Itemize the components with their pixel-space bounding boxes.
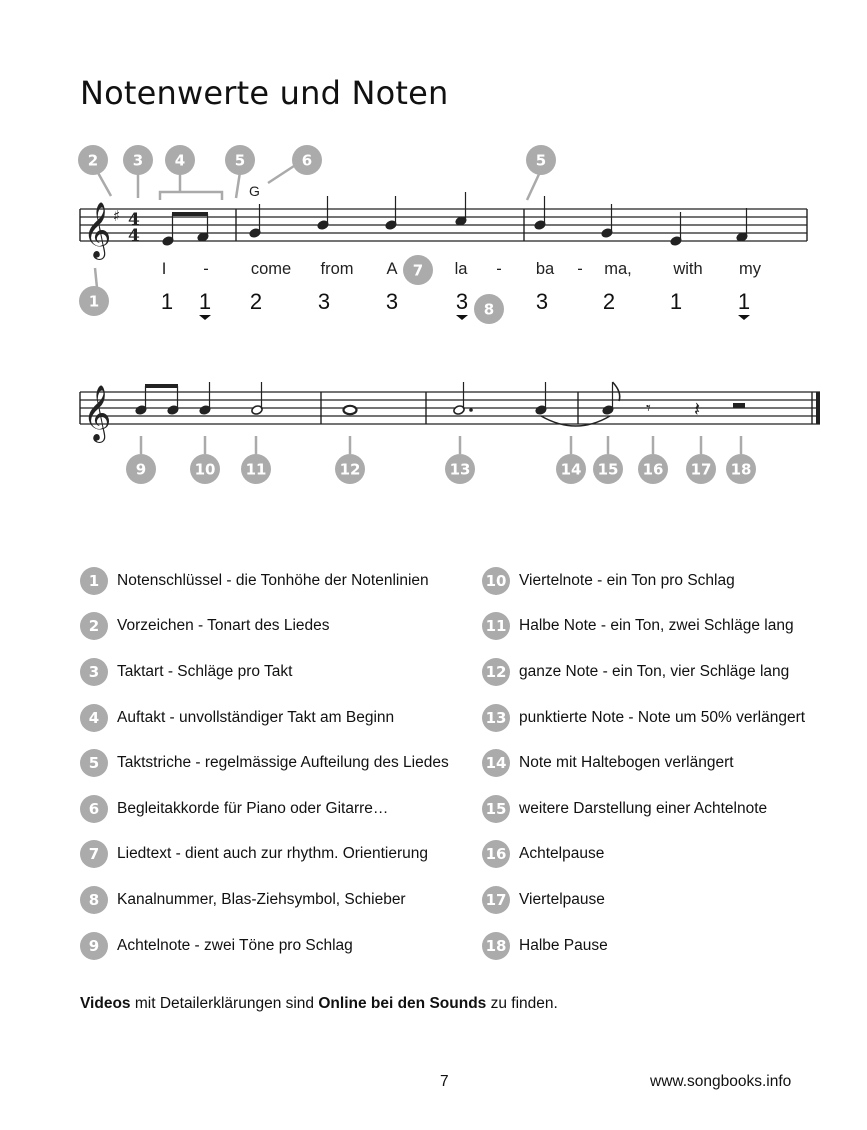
legend-badge: 10: [482, 567, 510, 595]
legend-item: [482, 558, 862, 604]
callout-badge: 7: [412, 261, 424, 280]
page-number: 7: [440, 1073, 449, 1090]
legend-item: [80, 649, 480, 695]
lyric-syllable: from: [320, 260, 354, 278]
legend-badge: 7: [80, 840, 108, 868]
legend-item: [80, 923, 480, 969]
callout-badge: 4: [174, 151, 186, 170]
legend-text: Liedtext - dient auch zur rhythm. Orientierung: [117, 845, 429, 863]
sharp-icon: ♯: [113, 207, 121, 225]
channel-number: 1: [737, 289, 751, 314]
channel-number: 3: [317, 289, 331, 314]
legend-text: Viertelnote - ein Ton pro Schlag: [519, 571, 735, 589]
legend-text: Viertelpause: [519, 890, 605, 908]
legend-text: Vorzeichen - Tonart des Liedes: [117, 617, 330, 635]
legend-right: [482, 558, 862, 968]
legend-text: weitere Darstellung einer Achtelnote: [519, 799, 768, 817]
legend-badge: 11: [482, 612, 510, 640]
callout-badge: 9: [135, 460, 147, 479]
callout-badge: 6: [301, 151, 313, 170]
legend-text: Taktart - Schläge pro Takt: [117, 662, 293, 680]
legend-item: [482, 786, 862, 832]
final-barline: [816, 392, 820, 424]
callout-badge: 10: [194, 460, 216, 479]
channel-number: 2: [249, 289, 263, 314]
legend-badge: 15: [482, 795, 510, 823]
legend-text: Halbe Note - ein Ton, zwei Schläge lang: [519, 617, 794, 635]
lyric-syllable: come: [250, 260, 292, 278]
legend-text: Halbe Pause: [519, 936, 608, 954]
lyric-syllable: A: [386, 260, 398, 278]
music-score: [0, 0, 867, 520]
legend-text: Note mit Haltebogen verlängert: [519, 754, 734, 772]
channel-number: 2: [602, 289, 616, 314]
legend-text: Kanalnummer, Blas-Ziehsymbol, Schieber: [117, 890, 406, 908]
legend-badge: 17: [482, 886, 510, 914]
legend-item: [80, 877, 480, 923]
callout-badge: 11: [245, 460, 267, 479]
legend-badge: 8: [80, 886, 108, 914]
channel-number: 3: [535, 289, 549, 314]
channel-number: 1: [160, 289, 174, 314]
channel-numbers: [161, 289, 750, 314]
lyric-syllable: ba: [535, 260, 555, 278]
lyric-syllable: -: [203, 260, 209, 278]
notes-1: [162, 192, 748, 246]
callout-badge: 13: [449, 460, 471, 479]
callout-badge: 3: [132, 151, 144, 170]
lyrics: [162, 260, 762, 278]
legend-badge: 5: [80, 749, 108, 777]
footer-note: [80, 995, 558, 1013]
channel-number: 3: [385, 289, 399, 314]
callout-badge: 14: [560, 460, 582, 479]
staff-2: [80, 392, 820, 424]
legend-item: [482, 877, 862, 923]
notes-2: [135, 382, 620, 426]
time-signature: 4: [128, 210, 140, 230]
lyric-syllable: -: [577, 260, 583, 278]
lyric-syllable: I: [161, 260, 167, 278]
legend-badge: 6: [80, 795, 108, 823]
callout-badge: 12: [339, 460, 361, 479]
callout-badge: 16: [642, 460, 664, 479]
legend-badge: 2: [80, 612, 108, 640]
page-title: Notenwerte und Noten: [80, 74, 449, 112]
legend-badge: 14: [482, 749, 510, 777]
legend-text: Begleitakkorde für Piano oder Gitarre…: [117, 799, 389, 817]
legend-item: [80, 558, 480, 604]
callout-badge: 15: [597, 460, 619, 479]
treble-clef-icon: 𝄞: [83, 385, 112, 441]
legend-text: Notenschlüssel - die Tonhöhe der Notenlinien: [117, 571, 429, 589]
lyric-syllable: la: [454, 260, 468, 278]
callout-badge: 18: [730, 460, 752, 479]
legend-badge: 13: [482, 704, 510, 732]
channel-number: 1: [669, 289, 683, 314]
callout-badge: 1: [88, 292, 100, 311]
legend-text: Taktstriche - regelmässige Aufteilung des Liedes: [117, 754, 449, 772]
legend-item: [482, 832, 862, 878]
legend-badge: 9: [80, 932, 108, 960]
callout-connectors-bottom: [141, 436, 741, 454]
half-rest-icon: [733, 403, 745, 408]
lyric-syllable: -: [496, 260, 502, 278]
legend-badge: 4: [80, 704, 108, 732]
lyric-syllable: ma,: [604, 260, 632, 278]
footer-text-1: mit Detailerklärungen sind: [130, 995, 319, 1012]
eighth-rest-icon: 𝄾: [646, 398, 651, 419]
draw-arrow-icon: [199, 315, 211, 320]
legend-badge: 18: [482, 932, 510, 960]
callout-badge: 8: [483, 300, 495, 319]
legend-item: [482, 740, 862, 786]
legend-text: ganze Note - ein Ton, vier Schläge lang: [519, 662, 790, 680]
legend-left: [80, 558, 480, 968]
legend-item: [482, 923, 862, 969]
footer-text-2: zu finden.: [486, 995, 558, 1012]
channel-number: 3: [455, 289, 469, 314]
draw-markers: [199, 315, 750, 320]
site-url: www.songbooks.info: [650, 1073, 792, 1090]
footer-online: Online bei den Sounds: [318, 995, 487, 1012]
callout-badge: 5: [535, 151, 547, 170]
legend-item: [80, 832, 480, 878]
legend-text: Achtelpause: [519, 845, 605, 863]
callout-badge: 5: [234, 151, 246, 170]
legend-text: Achtelnote - zwei Töne pro Schlag: [117, 936, 353, 954]
legend-item: [80, 604, 480, 650]
callouts-bottom: [126, 454, 756, 484]
quarter-rest-icon: 𝄽: [694, 397, 701, 421]
legend-badge: 1: [80, 567, 108, 595]
channel-number: 1: [198, 289, 212, 314]
legend-item: [80, 695, 480, 741]
legend-item: [482, 695, 862, 741]
legend-badge: 16: [482, 840, 510, 868]
treble-clef-icon: 𝄞: [83, 202, 112, 258]
legend-item: [80, 740, 480, 786]
legend-text: Auftakt - unvollständiger Takt am Beginn: [117, 708, 395, 726]
legend-badge: 12: [482, 658, 510, 686]
callout-badge: 2: [87, 151, 99, 170]
svg-text:4: 4: [128, 226, 140, 246]
chord-label: G: [249, 183, 260, 199]
callout-badge: 17: [690, 460, 712, 479]
legend-item: [80, 786, 480, 832]
legend-text: punktierte Note - Note um 50% verlängert: [519, 708, 806, 726]
legend-item: [482, 649, 862, 695]
lyric-syllable: with: [673, 260, 703, 278]
legend-item: [482, 604, 862, 650]
draw-arrow-icon: [456, 315, 468, 320]
draw-arrow-icon: [738, 315, 750, 320]
legend-badge: 3: [80, 658, 108, 686]
footer-videos: Videos: [80, 995, 131, 1012]
lyric-syllable: my: [739, 260, 761, 278]
